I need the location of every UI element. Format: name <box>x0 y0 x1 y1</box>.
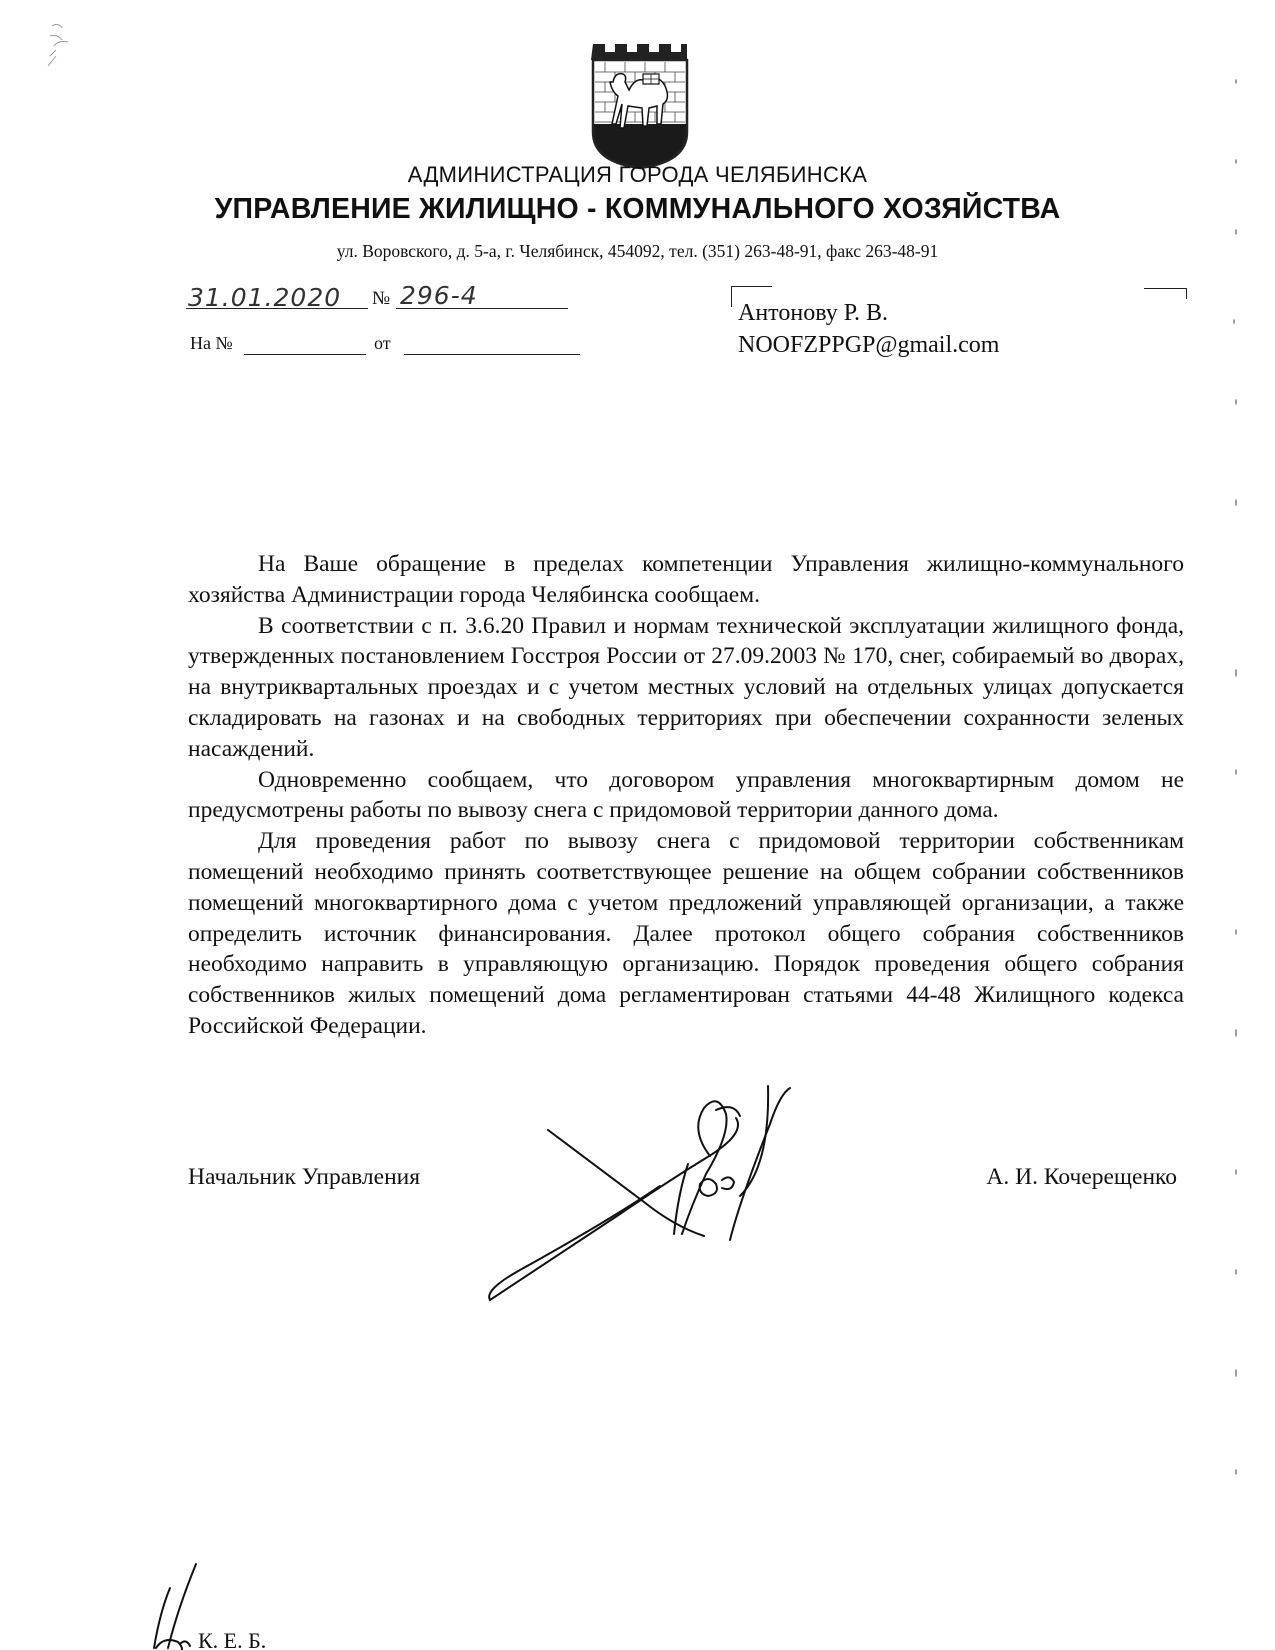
svg-text:К. Е. Б.: К. Е. Б. <box>198 1628 267 1650</box>
department-address: ул. Воровского, д. 5-а, г. Челябинск, 454092, тел. (351) 263-48-91, факс 263-48-91 <box>336 241 939 261</box>
coat-of-arms-icon <box>591 42 689 170</box>
department-title: УПРАВЛЕНИЕ ЖИЛИЩНО - КОММУНАЛЬНОГО ХОЗЯЙСТВА <box>214 193 1061 225</box>
scan-margin-marks <box>1224 70 1244 1550</box>
number-underline <box>396 308 568 309</box>
administration-title: АДМИНИСТРАЦИЯ ГОРОДА ЧЕЛЯБИНСКА <box>407 162 868 187</box>
reference-date-label: от <box>374 333 391 353</box>
corner-pencil-mark <box>44 20 80 70</box>
recipient-email: NOOFZPPGP@gmail.com <box>738 332 1000 358</box>
executor-initials-handwritten <box>140 1556 280 1650</box>
body-paragraph: В соответствии с п. 3.6.20 Правил и нормам технической эксплуатации жилищного фонда, утвержденных постановлением Госстроя России от 27.09.2003 № 170, снег, собираемый во дворах, на внутриквартальных проездах и с учетом местных условий на отдельных улицах допускается складировать на газонах и на свободных территориях при обеспечении сохранности зеленых насаждений. <box>188 612 1184 762</box>
body-paragraph: Для проведения работ по вывозу снега с придомовой территории собственникам помещений необходимо принять соответствующее решение на общем собрании собственников помещений многоквартирного дома с учетом предложений управляющей организации, а также определить источник финансирования. Далее протокол общего собрания собственников необходимо направить в управляющую организацию. Порядок проведения общего собрания собственников жилых помещений дома регламентирован статьями 44-48 Жилищного кодекса Российской Федерации. <box>188 828 1184 1039</box>
number-sign: № <box>372 288 391 309</box>
registration-date: 31.01.2020 <box>188 283 342 312</box>
reference-number-blank <box>244 354 366 355</box>
signatory-role: Начальник Управления <box>188 1164 421 1190</box>
address-bracket-right <box>1144 288 1187 299</box>
body-paragraph: Одновременно сообщаем, что договором управления многоквартирным домом не предусмотрены работы по вывозу снега с придомовой территории данного дома. <box>188 766 1184 824</box>
recipient-name: Антонову Р. В. <box>738 300 889 326</box>
handwritten-signature <box>478 1084 838 1324</box>
registration-number: 296-4 <box>400 281 478 310</box>
body-paragraph: На Ваше обращение в пределах компетенции Управления жилищно-коммунального хозяйства Администрации города Челябинска сообщаем. <box>188 551 1184 608</box>
date-underline <box>186 308 368 309</box>
letter-body <box>188 549 1184 1042</box>
reference-date-blank <box>404 354 580 355</box>
reference-number-label: На № <box>190 333 233 353</box>
signatory-name: А. И. Кочерещенко <box>986 1164 1177 1190</box>
